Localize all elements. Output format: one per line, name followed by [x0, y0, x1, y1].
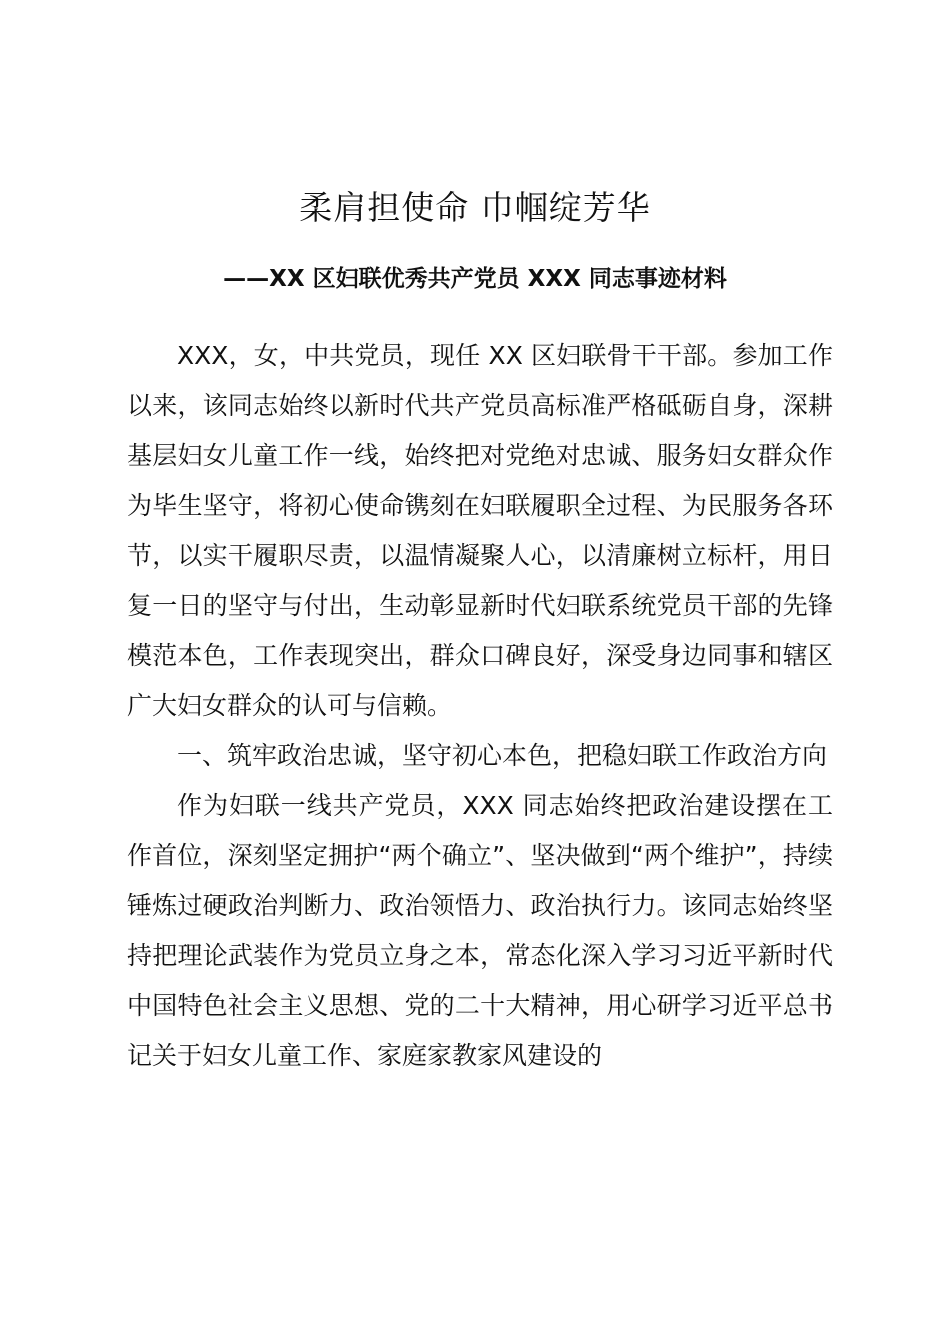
paragraph-section-1: 作为妇联一线共产党员，XXX 同志始终把政治建设摆在工作首位，深刻坚定拥护“两个确立”、坚决做到“两个维护”，持续锤炼过硬政治判断力、政治领悟力、政治执行力。该同志始终坚持把理论武装作为党员立身之本，常态化深入学习习近平新时代中国特色社会主义思想、党的二十大精神，用心研学习近平总书记关于妇女儿童工作、家庭家教家风建设的	[127, 791, 833, 1070]
document-title: 柔肩担使命 巾帼绽芳华	[299, 188, 651, 227]
section-heading-1: 一、筑牢政治忠诚，坚守初心本色，把稳妇联工作政治方向	[177, 741, 828, 770]
paragraph-intro: XXX，女，中共党员，现任 XX 区妇联骨干干部。参加工作以来，该同志始终以新时代共产党员高标准严格砥砺自身，深耕基层妇女儿童工作一线，始终把对党绝对忠诚、服务妇女群众作为毕生坚守，将初心使命镌刻在妇联履职全过程、为民服务各环节，以实干履职尽责，以温情凝聚人心，以清廉树立标杆，用日复一日的坚守与付出，生动彰显新时代妇联系统党员干部的先锋模范本色，工作表现突出，群众口碑良好，深受身边同事和辖区广大妇女群众的认可与信赖。	[127, 341, 833, 720]
document-subtitle: ——XX 区妇联优秀共产党员 XXX 同志事迹材料	[223, 266, 727, 292]
document-body	[127, 331, 833, 1081]
